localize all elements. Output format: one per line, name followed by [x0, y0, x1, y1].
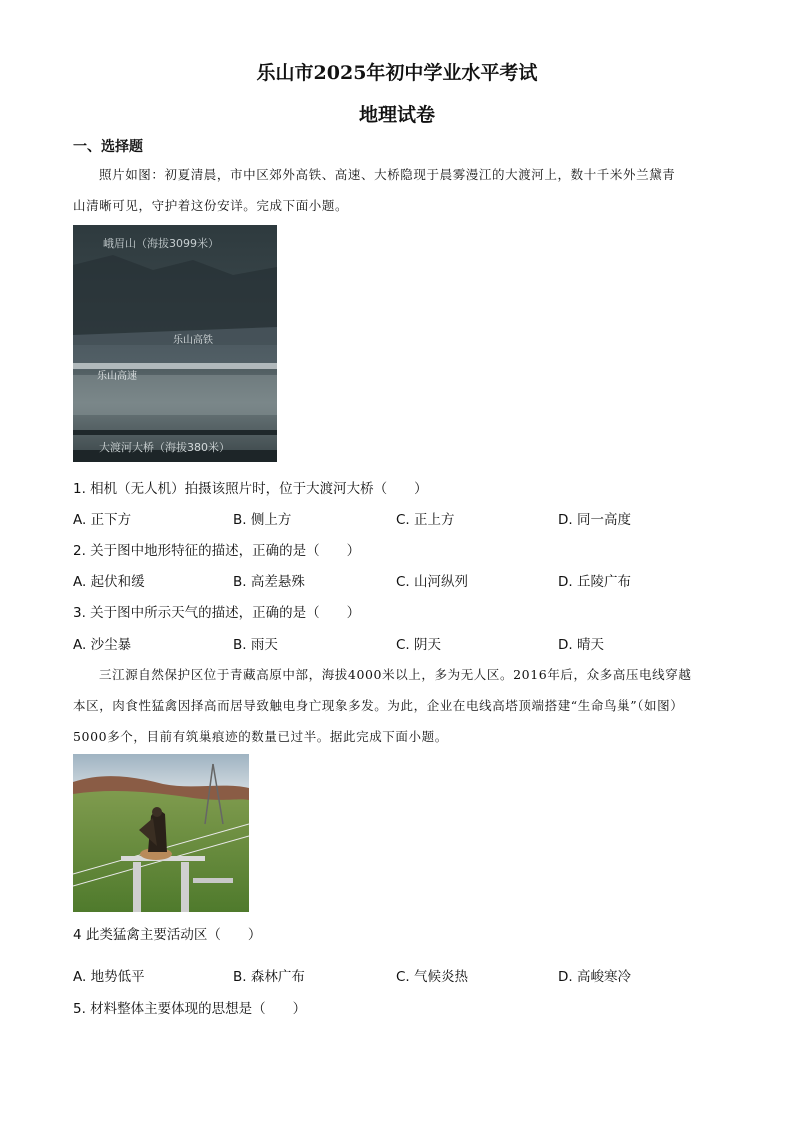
page-subtitle: 地理试卷 [358, 104, 435, 126]
q3-option-a[interactable]: A. 沙尘暴 [73, 637, 132, 653]
passage2-line3: 5000多个，目前有筑巢痕迹的数量已过半。据此完成下面小题。 [73, 729, 448, 744]
q4-option-b[interactable]: B. 森林广布 [233, 969, 305, 985]
q1-option-b[interactable]: B. 侧上方 [233, 512, 292, 528]
q4-option-d[interactable]: D. 高峻寒冷 [558, 969, 631, 985]
q2-option-a[interactable]: A. 起伏和缓 [73, 574, 145, 590]
photo-label-bridge: 大渡河大桥（海拔380米） [99, 441, 230, 454]
question-2: 2. 关于图中地形特征的描述，正确的是（ ） [73, 543, 361, 559]
question-3: 3. 关于图中所示天气的描述，正确的是（ ） [73, 605, 361, 621]
passage1-line1: 照片如图：初夏清晨，市中区郊外高铁、高速、大桥隐现于晨雾漫江的大渡河上，数十千米外兰黛青 [99, 167, 676, 182]
q2-option-b[interactable]: B. 高差悬殊 [233, 574, 305, 590]
q2-option-d[interactable]: D. 丘陵广布 [558, 574, 631, 590]
passage2-line2: 本区，肉食性猛禽因择高而居导致触电身亡现象多发。为此，企业在电线高塔顶端搭建“生命鸟巢”（如图） [73, 698, 684, 713]
page-title: 乐山市2025年初中学业水平考试 [256, 62, 538, 84]
passage1-line2: 山清晰可见，守护着这份安详。完成下面小题。 [73, 198, 349, 213]
question-5: 5. 材料整体主要体现的思想是（ ） [73, 1001, 307, 1017]
question-1: 1. 相机（无人机）拍摄该照片时，位于大渡河大桥（ ） [73, 481, 428, 497]
q1-option-c[interactable]: C. 正上方 [396, 512, 455, 528]
q3-option-c[interactable]: C. 阴天 [396, 637, 442, 653]
q4-option-c[interactable]: C. 气候炎热 [396, 969, 469, 985]
section-heading: 一、选择题 [73, 139, 143, 155]
photo-label-mountain: 峨眉山（海拔3099米） [103, 237, 219, 250]
q3-option-d[interactable]: D. 晴天 [558, 637, 604, 653]
q2-option-c[interactable]: C. 山河纵列 [396, 574, 469, 590]
river-fog-photo [73, 225, 277, 462]
q1-option-d[interactable]: D. 同一高度 [558, 512, 631, 528]
q3-option-b[interactable]: B. 雨天 [233, 637, 278, 653]
photo-label-highway: 乐山高速 [97, 371, 137, 382]
eagle-nest-photo [73, 754, 249, 912]
passage2-line1: 三江源自然保护区位于青藏高原中部，海拔4000米以上，多为无人区。2016年后，众多高压电线穿越 [99, 667, 692, 682]
q4-option-a[interactable]: A. 地势低平 [73, 969, 145, 985]
question-4: 4 此类猛禽主要活动区（ ） [73, 927, 262, 943]
q1-option-a[interactable]: A. 正下方 [73, 512, 132, 528]
photo-label-railway: 乐山高铁 [173, 335, 213, 346]
